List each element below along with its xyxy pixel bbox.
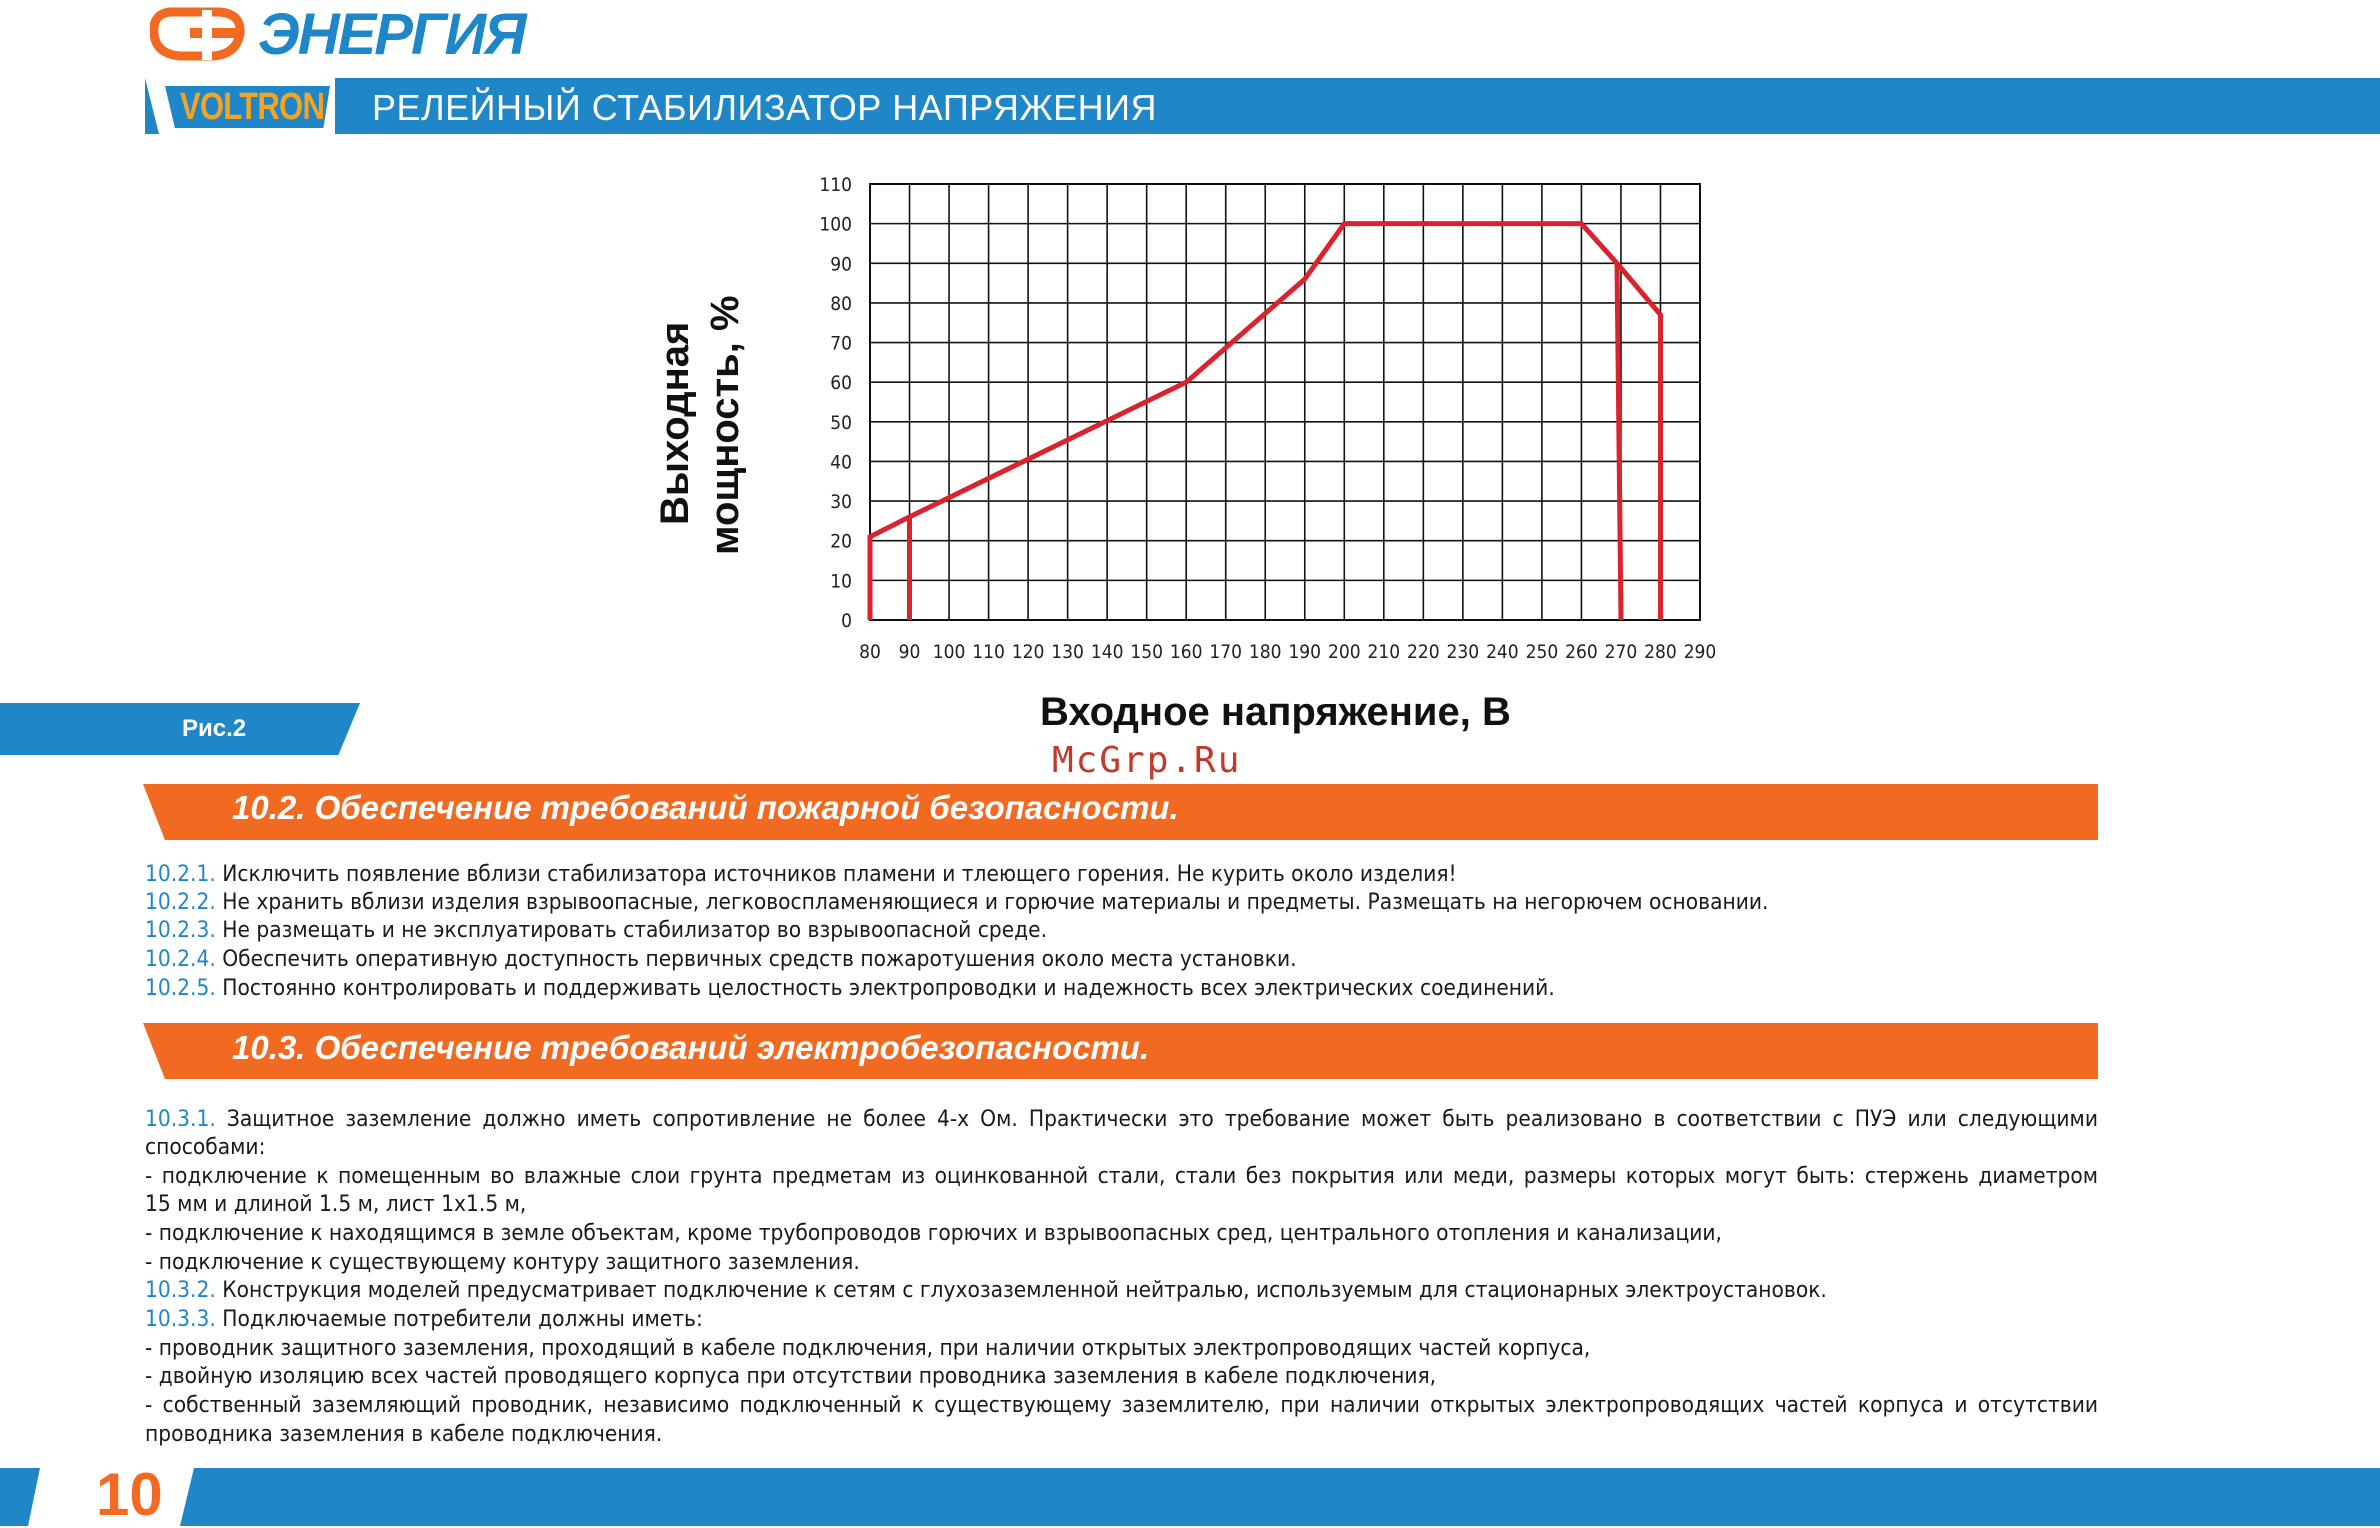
x-tick-label: 180: [1248, 641, 1282, 663]
x-tick-label: 220: [1407, 641, 1440, 663]
x-tick-label: 90: [898, 641, 921, 663]
item-text: Обеспечить оперативную доступность первичных средств пожаротушения около места установки.: [222, 946, 1297, 972]
x-tick-label: 200: [1327, 641, 1361, 663]
footer-left-strip: [0, 1468, 40, 1526]
y-tick-label: 110: [819, 174, 852, 196]
y-tick-label: 100: [819, 213, 852, 236]
y-tick-label: 60: [830, 372, 852, 395]
y-tick-label: 70: [830, 332, 852, 355]
item-number: 10.2.3.: [145, 917, 216, 943]
item-text: Не размещать и не эксплуатировать стабилизатор во взрывоопасной среде.: [222, 917, 1048, 943]
item-10-2-5: [145, 974, 1555, 1002]
x-tick-label: 290: [1683, 641, 1717, 663]
x-tick-label: 210: [1367, 641, 1401, 663]
y-axis-label-line1: Выходная: [653, 321, 697, 525]
item-text: Не хранить вблизи изделия взрывоопасные, легковоспламеняющиеся и горючие материалы и предметы. Размещать на негорючем основании.: [222, 889, 1769, 915]
item-10-2-3: [145, 916, 1047, 944]
section-10-3-title: 10.3. Обеспечение требований электробезопасности.: [232, 1029, 1150, 1066]
figure-label: Рис.2: [182, 715, 247, 742]
x-tick-label: 170: [1209, 641, 1243, 663]
x-tick-label: 260: [1565, 641, 1598, 663]
y-tick-label: 10: [830, 570, 852, 593]
x-tick-label: 230: [1446, 641, 1480, 663]
bullet-double-insulation: - двойную изоляцию всех частей проводящего корпуса при отсутствии проводника заземления в кабеле подключения,: [145, 1363, 1437, 1389]
x-tick-label: 110: [972, 641, 1005, 663]
item-text: Подключаемые потребители должны иметь:: [222, 1306, 703, 1332]
watermark: McGrp.Ru: [1052, 740, 1242, 781]
item-number: 10.3.2.: [145, 1277, 216, 1303]
bullet-own-conductor-line1: - собственный заземляющий проводник, независимо подключенный к существующему заземлителю, при наличии открытых электропроводящих частей корпуса и отсутствии: [145, 1392, 2098, 1418]
item-number: 10.2.2.: [145, 889, 216, 915]
x-tick-label: 160: [1169, 641, 1203, 663]
item-text: Постоянно контролировать и поддерживать целостность электропроводки и надежность всех электрических соединений.: [222, 975, 1555, 1001]
logo-text: ЭНЕРГИЯ: [258, 2, 525, 67]
y-tick-label: 0: [841, 610, 852, 632]
footer-bar: [180, 1468, 2380, 1526]
bullet-ground-line2: 15 мм и длиной 1.5 м, лист 1х1.5 м,: [145, 1191, 527, 1217]
x-tick-label: 280: [1644, 641, 1677, 663]
item-10-2-1: [145, 860, 1457, 888]
figure-label-tab: [0, 703, 360, 755]
energia-logo: [150, 0, 570, 72]
y-tick-label: 40: [830, 451, 852, 474]
y-tick-label: 30: [830, 491, 852, 514]
x-tick-label: 120: [1011, 641, 1045, 663]
item-10-3-1-line2: способами:: [145, 1134, 266, 1160]
item-text: Конструкция моделей предусматривает подключение к сетям с глухозаземленной нейтралью, используемым для стационарных электроустановок.: [222, 1277, 1827, 1303]
item-number: 10.3.1.: [145, 1106, 216, 1132]
plot-frame: [870, 184, 1700, 620]
brand-tag-text: VOLTRON: [179, 86, 325, 128]
x-tick-label: 250: [1525, 641, 1559, 663]
item-text: Исключить появление вблизи стабилизатора источников пламени и тлеющего горения. Не курить около изделия!: [222, 861, 1457, 887]
x-axis-label: Входное напряжение, В: [1040, 690, 1511, 734]
x-tick-label: 150: [1130, 641, 1163, 663]
x-tick-label: 270: [1604, 641, 1638, 663]
bullet-ground-line1: - подключение к помещенным во влажные слои грунта предметам из оцинкованной стали, стали без покрытия или меди, размеры которых могут быть: стержень диаметром: [145, 1163, 2098, 1189]
item-10-2-4: [145, 945, 1297, 973]
item-text: Защитное заземление должно иметь сопротивление не более 4-х Ом. Практически это требование может быть реализовано в соответствии с ПУЭ или следующими: [226, 1106, 2098, 1132]
item-10-3-2: [145, 1276, 1827, 1304]
item-number: 10.2.1.: [145, 861, 216, 887]
item-number: 10.2.4.: [145, 946, 216, 972]
y-axis-label-line2: мощность, %: [703, 295, 747, 555]
item-number: 10.2.5.: [145, 975, 216, 1001]
bullet-protective-conductor: - проводник защитного заземления, проходящий в кабеле подключения, при наличии открытых электропроводящих частей корпуса,: [145, 1335, 1591, 1361]
y-axis-label: [653, 295, 747, 555]
y-tick-label: 90: [830, 253, 852, 276]
item-10-2-2: [145, 888, 1768, 916]
y-tick-label: 50: [830, 411, 852, 434]
x-tick-label: 140: [1090, 641, 1124, 663]
bullet-own-conductor-line2: проводника заземления в кабеле подключения.: [145, 1421, 663, 1447]
item-10-3-1-line1: [145, 1105, 2098, 1133]
power-voltage-chart: [640, 160, 1760, 780]
x-tick-label: 80: [859, 641, 881, 663]
x-tick-label: 130: [1051, 641, 1084, 663]
bullet-existing-loop: - подключение к существующему контуру защитного заземления.: [145, 1249, 860, 1275]
x-tick-label: 190: [1288, 641, 1322, 663]
item-10-3-3: [145, 1305, 703, 1333]
item-number: 10.3.3.: [145, 1306, 216, 1332]
header-title: РЕЛЕЙНЫЙ СТАБИЛИЗАТОР НАПРЯЖЕНИЯ: [372, 87, 1158, 128]
x-tick-label: 100: [932, 641, 966, 663]
section-10-2-title: 10.2. Обеспечение требований пожарной безопасности.: [232, 789, 1179, 826]
y-tick-label: 20: [830, 530, 852, 553]
bullet-earth-objects: - подключение к находящимся в земле объектам, кроме трубопроводов горючих и взрывоопасных сред, центрального отопления и канализации,: [145, 1220, 1722, 1246]
y-tick-label: 80: [830, 292, 852, 315]
x-tick-label: 240: [1486, 641, 1519, 663]
page-number: 10: [96, 1461, 163, 1528]
